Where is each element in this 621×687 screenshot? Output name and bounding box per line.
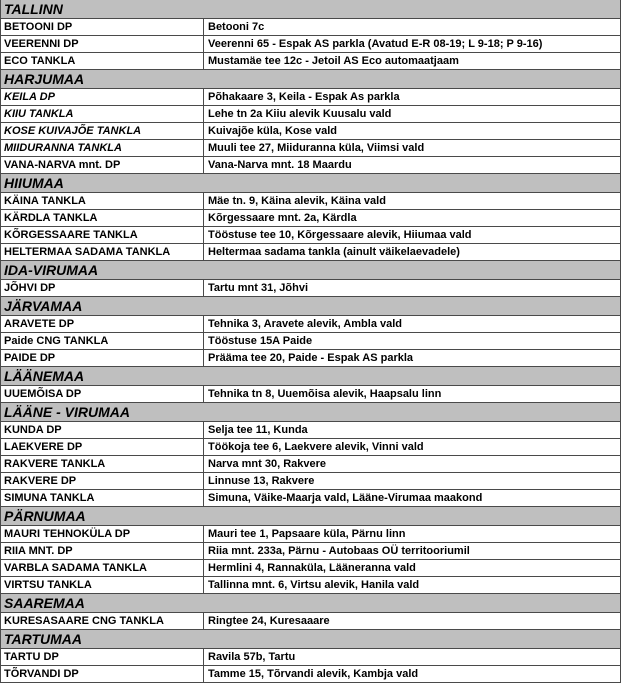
- region-header: HARJUMAA: [1, 70, 620, 89]
- station-address-cell: Lehe tn 2a Kiiu alevik Kuusalu vald: [208, 108, 392, 120]
- station-address-cell: Tööstuse tee 10, Kõrgessaare alevik, Hiiumaa vald: [208, 229, 472, 241]
- station-address-cell: Töökoja tee 6, Laekvere alevik, Vinni vald: [208, 441, 424, 453]
- station-address-cell: Ringtee 24, Kuresaaare: [208, 615, 330, 627]
- station-name-cell: VIRTSU TANKLA: [1, 577, 204, 593]
- station-name-cell: TARTU DP: [1, 649, 204, 665]
- table-row: [1, 227, 620, 244]
- station-name-cell: KEILA DP: [1, 89, 204, 105]
- table-row: [1, 439, 620, 456]
- region-header: PÄRNUMAA: [1, 507, 620, 526]
- table-row: [1, 106, 620, 123]
- station-address-cell: Veerenni 65 - Espak AS parkla (Avatud E-R 08-19; L 9-18; P 9-16): [208, 38, 543, 50]
- table-row: [1, 140, 620, 157]
- table-row: [1, 422, 620, 439]
- station-address-cell: Betooni 7c: [208, 21, 265, 33]
- station-name-cell: Paide CNG TANKLA: [1, 333, 204, 349]
- station-name-cell: LAEKVERE DP: [1, 439, 204, 455]
- station-name-cell: BETOONI DP: [1, 19, 204, 35]
- station-name-cell: ARAVETE DP: [1, 316, 204, 332]
- table-row: [1, 89, 620, 106]
- table-row: [1, 280, 620, 297]
- station-address-cell: Ravila 57b, Tartu: [208, 651, 296, 663]
- table-row: [1, 526, 620, 543]
- station-name-cell: UUEMÕISA DP: [1, 386, 204, 402]
- station-address-cell: Tartu mnt 31, Jõhvi: [208, 282, 309, 294]
- station-name-cell: HELTERMAA SADAMA TANKLA: [1, 244, 204, 260]
- region-header: JÄRVAMAA: [1, 297, 620, 316]
- station-name-cell: KUNDA DP: [1, 422, 204, 438]
- table-row: [1, 123, 620, 140]
- station-address-cell: Põhakaare 3, Keila - Espak As parkla: [208, 91, 400, 103]
- station-address-cell: Simuna, Väike-Maarja vald, Lääne-Virumaa maakond: [208, 492, 483, 504]
- table-row: [1, 666, 620, 683]
- table-row: [1, 577, 620, 594]
- station-name-cell: RAKVERE DP: [1, 473, 204, 489]
- station-name-cell: VARBLA SADAMA TANKLA: [1, 560, 204, 576]
- table-row: [1, 333, 620, 350]
- station-address-cell: Tööstuse 15A Paide: [208, 335, 313, 347]
- station-address-cell: Muuli tee 27, Miiduranna küla, Viimsi vald: [208, 142, 425, 154]
- region-header: IDA-VIRUMAA: [1, 261, 620, 280]
- station-name-cell: TÕRVANDI DP: [1, 666, 204, 682]
- station-name-cell: KÕRGESSAARE TANKLA: [1, 227, 204, 243]
- station-name-cell: RAKVERE TANKLA: [1, 456, 204, 472]
- table-row: [1, 53, 620, 70]
- table-row: [1, 456, 620, 473]
- table-row: [1, 19, 620, 36]
- region-header: LÄÄNEMAA: [1, 367, 620, 386]
- station-name-cell: KÄRDLA TANKLA: [1, 210, 204, 226]
- station-name-cell: RIIA MNT. DP: [1, 543, 204, 559]
- station-name-cell: KOSE KUIVAJÕE TANKLA: [1, 123, 204, 139]
- station-address-cell: Tehnika tn 8, Uuemõisa alevik, Haapsalu linn: [208, 388, 442, 400]
- station-name-cell: ECO TANKLA: [1, 53, 204, 69]
- station-address-cell: Kuivajõe küla, Kose vald: [208, 125, 337, 137]
- station-name-cell: MIIDURANNA TANKLA: [1, 140, 204, 156]
- table-row: [1, 316, 620, 333]
- region-header: SAAREMAA: [1, 594, 620, 613]
- station-name-cell: MAURI TEHNOKÜLA DP: [1, 526, 204, 542]
- table-row: [1, 543, 620, 560]
- station-name-cell: SIMUNA TANKLA: [1, 490, 204, 506]
- station-name-cell: KURESASAARE CNG TANKLA: [1, 613, 204, 629]
- station-address-cell: Tehnika 3, Aravete alevik, Ambla vald: [208, 318, 403, 330]
- station-address-cell: Narva mnt 30, Rakvere: [208, 458, 327, 470]
- region-header: LÄÄNE - VIRUMAA: [1, 403, 620, 422]
- table-row: [1, 350, 620, 367]
- station-address-cell: Mäe tn. 9, Käina alevik, Käina vald: [208, 195, 386, 207]
- station-address-cell: Heltermaa sadama tankla (ainult väikelaevadele): [208, 246, 460, 258]
- station-name-cell: JÕHVI DP: [1, 280, 204, 296]
- station-address-cell: Riia mnt. 233a, Pärnu - Autobaas OÜ territooriumil: [208, 545, 470, 557]
- table-row: [1, 649, 620, 666]
- station-name-cell: KIIU TANKLA: [1, 106, 204, 122]
- station-address-cell: Mustamäe tee 12c - Jetoil AS Eco automaatjaam: [208, 55, 459, 67]
- station-address-cell: Tamme 15, Tõrvandi alevik, Kambja vald: [208, 668, 419, 680]
- table-row: [1, 560, 620, 577]
- station-address-cell: Tallinna mnt. 6, Virtsu alevik, Hanila vald: [208, 579, 420, 591]
- table-row: [1, 244, 620, 261]
- table-row: [1, 386, 620, 403]
- table-row: [1, 613, 620, 630]
- table-row: [1, 490, 620, 507]
- station-address-cell: Selja tee 11, Kunda: [208, 424, 308, 436]
- station-address-cell: Kõrgessaare mnt. 2a, Kärdla: [208, 212, 357, 224]
- station-name-cell: KÄINA TANKLA: [1, 193, 204, 209]
- station-address-cell: Mauri tee 1, Papsaare küla, Pärnu linn: [208, 528, 406, 540]
- table-row: [1, 157, 620, 174]
- region-header: TALLINN: [1, 0, 620, 19]
- station-address-cell: Prääma tee 20, Paide - Espak AS parkla: [208, 352, 414, 364]
- station-name-cell: PAIDE DP: [1, 350, 204, 366]
- table-row: [1, 210, 620, 227]
- table-row: [1, 473, 620, 490]
- station-name-cell: VEERENNI DP: [1, 36, 204, 52]
- station-address-cell: Hermlini 4, Rannaküla, Lääneranna vald: [208, 562, 416, 574]
- station-name-cell: VANA-NARVA mnt. DP: [1, 157, 204, 173]
- table-row: [1, 193, 620, 210]
- table-row: [1, 36, 620, 53]
- station-address-cell: Linnuse 13, Rakvere: [208, 475, 315, 487]
- station-address-cell: Vana-Narva mnt. 18 Maardu: [208, 159, 352, 171]
- region-header: TARTUMAA: [1, 630, 620, 649]
- region-header: HIIUMAA: [1, 174, 620, 193]
